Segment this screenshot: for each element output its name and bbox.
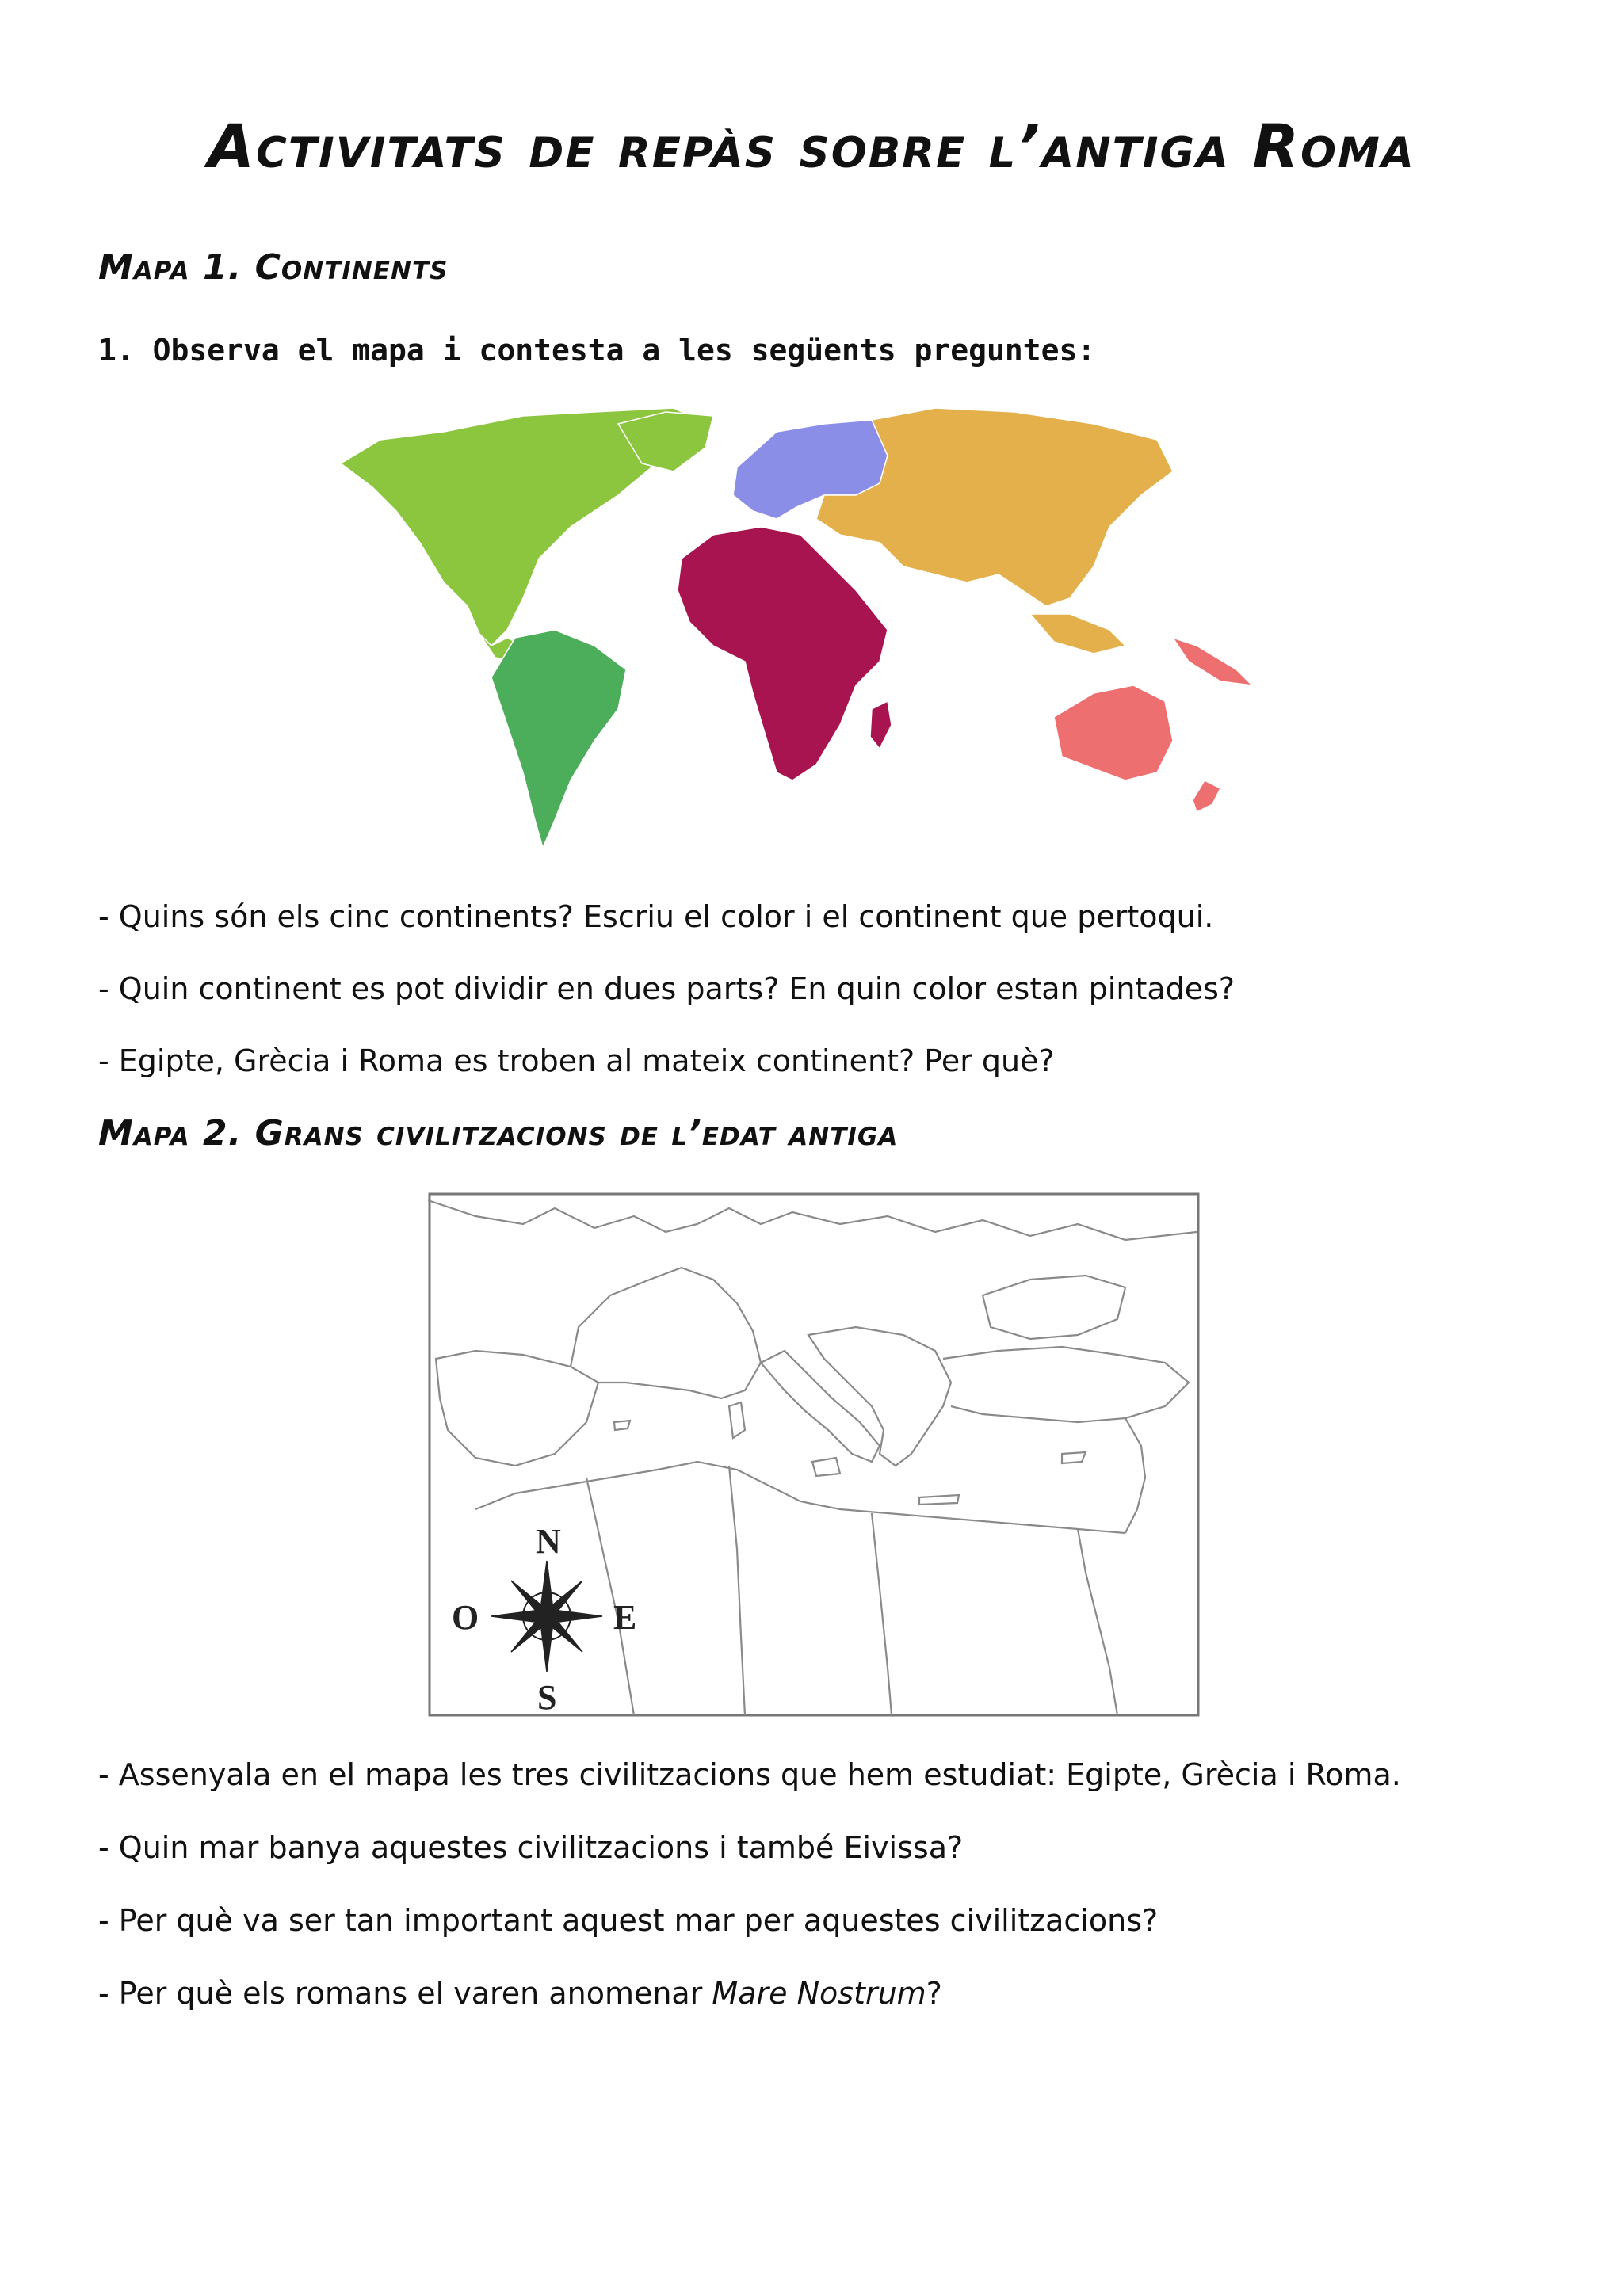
map2-question-3: - Per què va ser tan important aquest mar per aquestes civilitzacions? [98,1903,1159,1938]
map2-question-4 [98,1976,942,2011]
mare-nostrum-term: Mare Nostrum [712,1976,926,2011]
mediterranean-outline-map [428,1192,1200,1717]
new-zealand-region [1193,780,1220,812]
map1-question-2: - Quin continent es pot dividir en dues parts? En quin color estan pintades? [98,971,1235,1006]
map1-heading: Mapa 1. Continents [98,247,449,288]
map2-question-2: - Quin mar banya aquestes civilitzacions i també Eivissa? [98,1830,964,1865]
page-title: Activitats de repàs sobre l’antiga Roma [208,111,1415,181]
world-continents-map [333,408,1292,852]
se-asia-islands-region [1030,614,1125,654]
south-america-region [491,630,626,848]
map1-question-1: - Quins són els cinc continents? Escriu el color i el continent que pertoqui. [98,899,1214,934]
pacific-islands-region [1173,638,1252,685]
australia-region [1054,685,1173,780]
map2-question-4-prefix: - Per què els romans el varen anomenar [98,1976,712,2011]
compass-south-label: S [537,1678,557,1717]
compass-west-label: O [452,1598,479,1637]
madagascar-region [870,701,892,749]
map2-heading: Mapa 2. Grans civilitzacions de l’edat antiga [98,1113,899,1154]
map1-question-3: - Egipte, Grècia i Roma es troben al mateix continent? Per què? [98,1043,1055,1078]
compass-north-label: N [536,1522,561,1561]
map2-question-1: - Assenyala en el mapa les tres civilitzacions que hem estudiat: Egipte, Grècia i Roma. [98,1757,1401,1792]
africa-region [678,527,888,780]
map1-instruction: 1. Observa el mapa i contesta a les següents preguntes: [98,333,1096,368]
map2-question-4-suffix: ? [926,1976,942,2011]
compass-east-label: E [613,1598,637,1637]
